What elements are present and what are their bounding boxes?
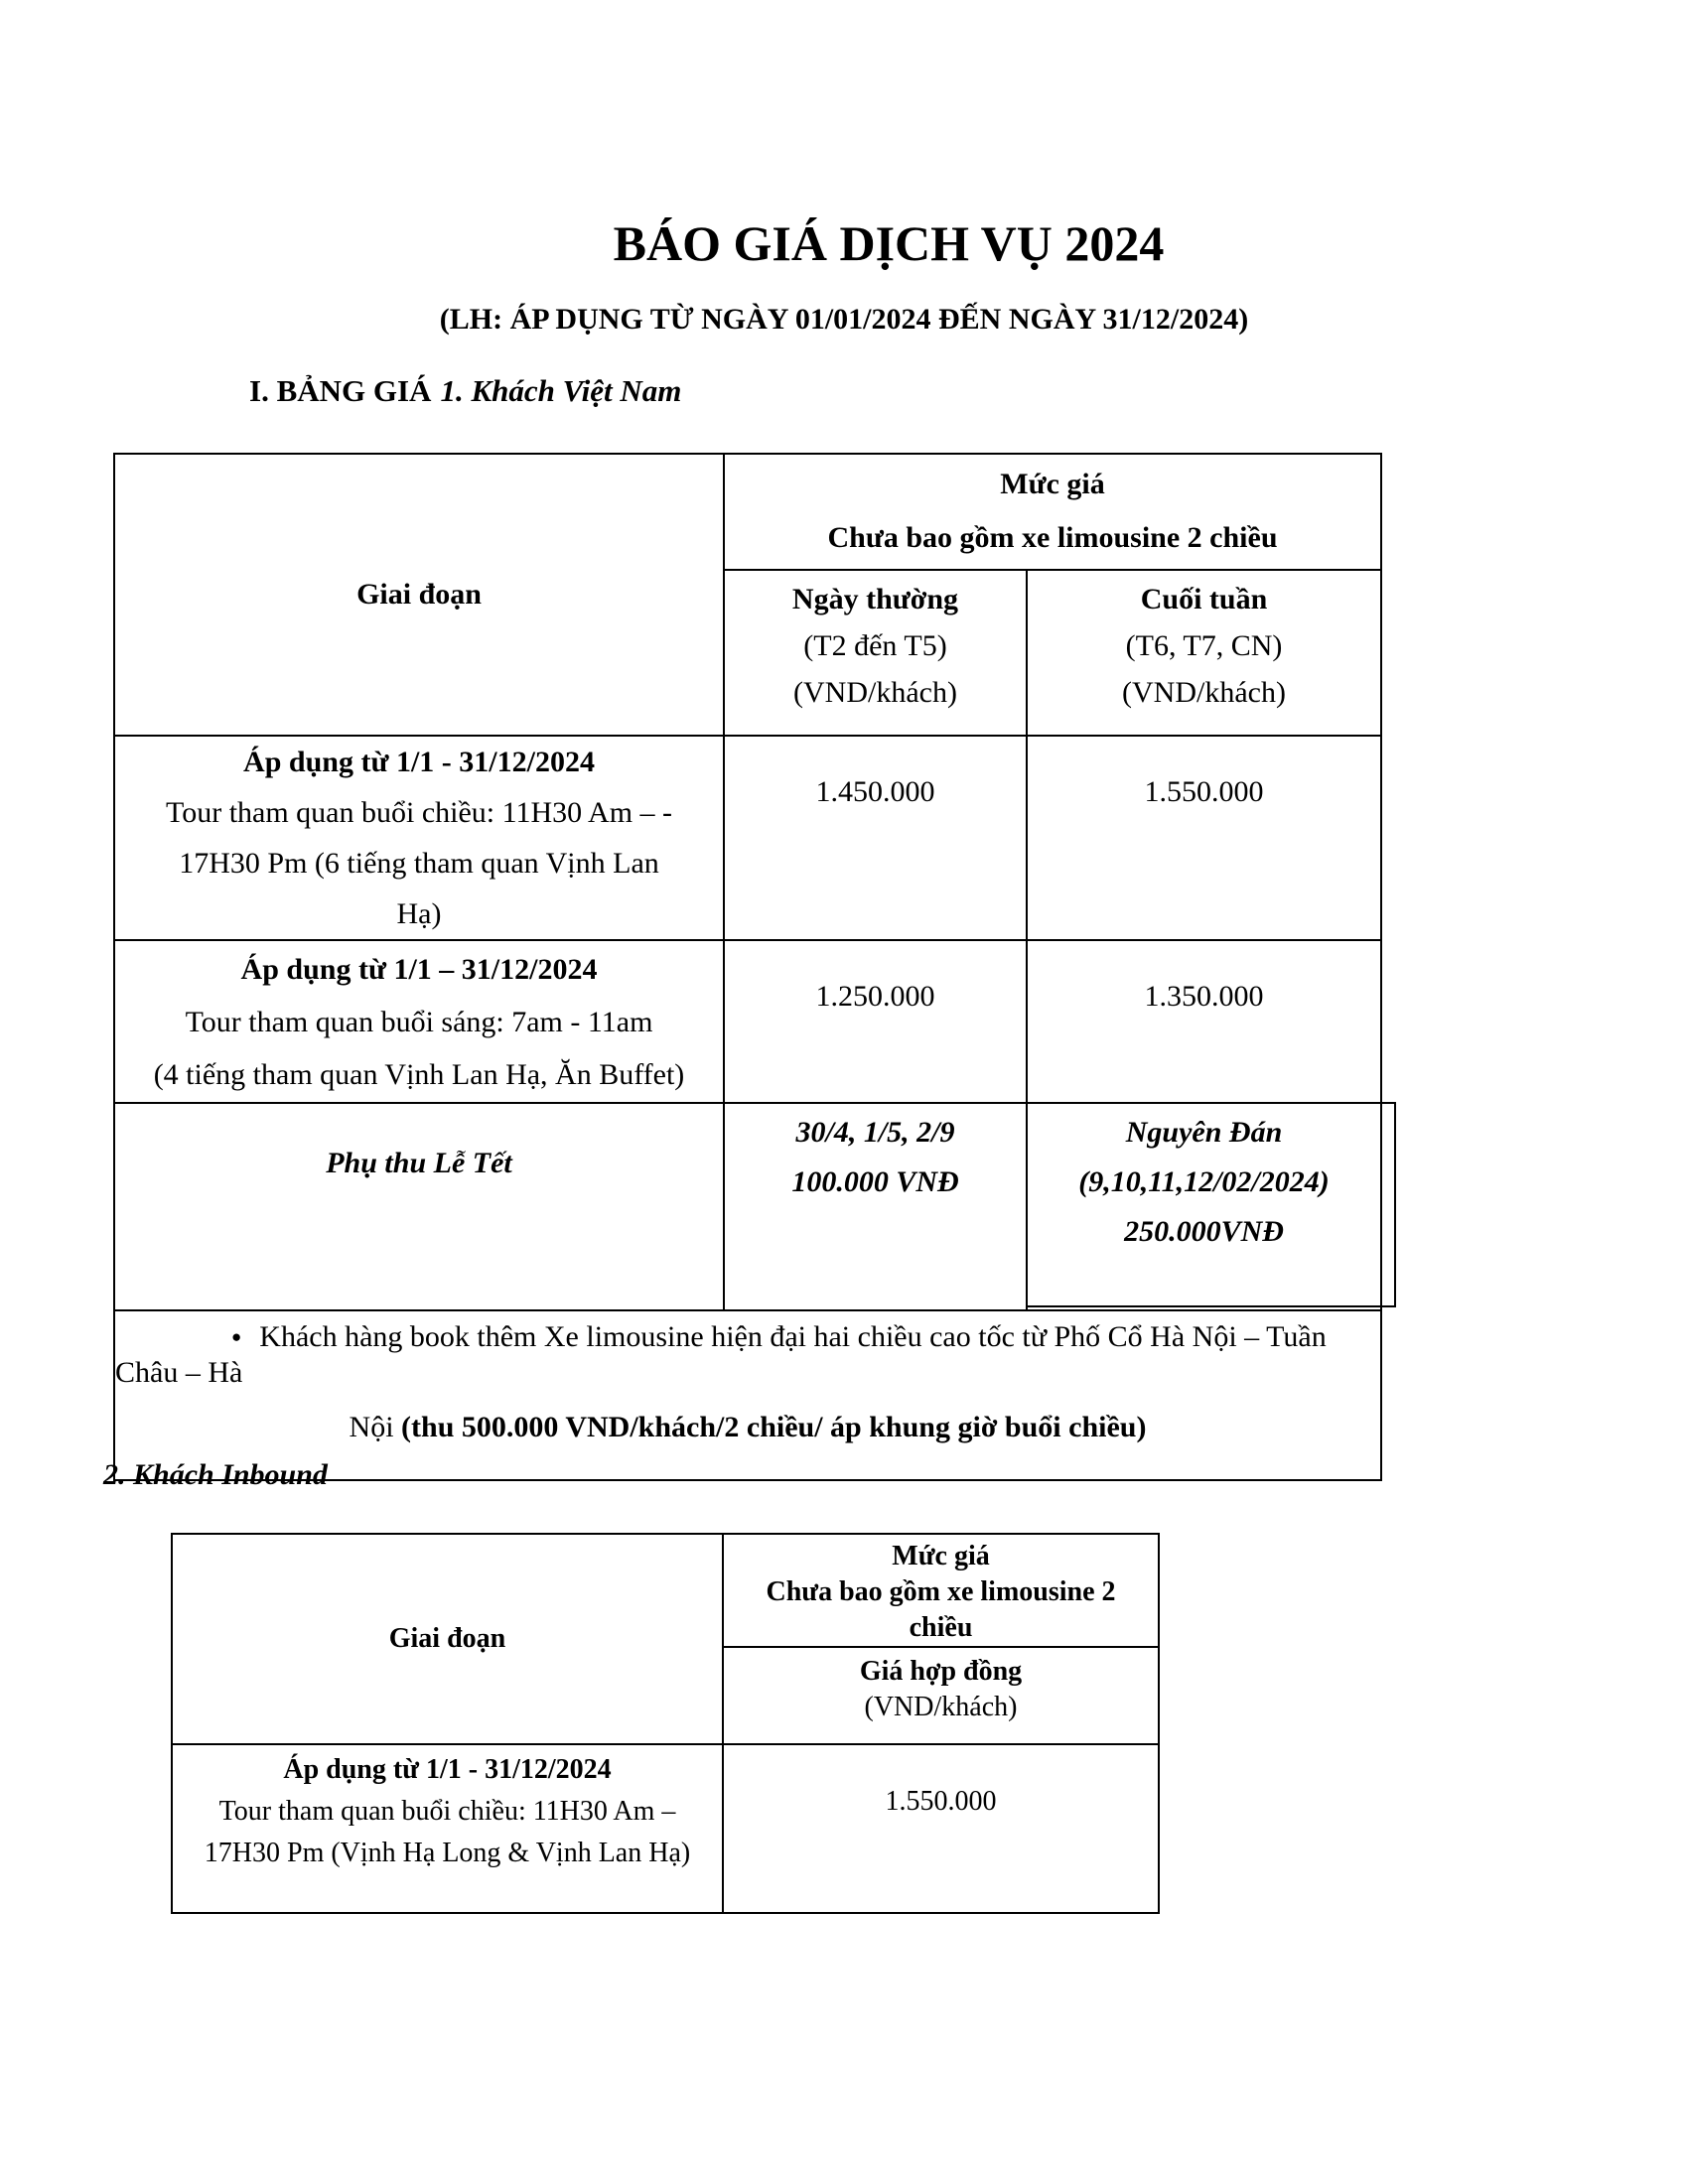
t1-row1-weekend-price: 1.550.000 [1027,736,1381,940]
t2-header-giai-doan [172,1534,723,1744]
muc-gia-note: Chưa bao gồm xe limousine 2 chiều [766,1576,1116,1643]
period-detail: (4 tiếng tham quan Vịnh Lan Hạ, Ăn Buffet) [153,1057,685,1091]
note-line-3 [129,1409,1366,1446]
t1-row2-weekday-price: 1.250.000 [724,940,1027,1103]
period-detail: Tour tham quan buổi chiều: 11H30 Am – [218,1796,676,1827]
section-1-subtitle: 1. Khách Việt Nam [440,373,682,408]
period-detail: Tour tham quan buổi sáng: 7am - 11am [185,1005,653,1038]
bullet-icon: ● [231,1327,242,1346]
period-detail: Tour tham quan buổi chiều: 11H30 Am – - [165,796,673,829]
table-row [172,1744,1159,1913]
t1-header-weekend [1027,570,1381,736]
surcharge-weekday-cell [724,1103,1027,1310]
section-2-heading: 2. Khách Inbound [103,1458,328,1491]
muc-gia-title: Mức giá [892,1541,990,1571]
contract-unit: (VND/khách) [864,1692,1018,1722]
price-table-vietnam [113,453,1382,1481]
weekend-unit: (VND/khách) [1122,676,1286,709]
weekend-days: (T6, T7, CN) [1125,629,1283,662]
price-table-inbound [171,1533,1160,1914]
surcharge-label-cell [114,1103,724,1310]
surcharge-label: Phụ thu Lễ Tết [326,1147,512,1179]
t2-row-period-cell [172,1744,723,1913]
contract-title: Giá hợp đồng [859,1656,1023,1687]
period-title: Áp dụng từ 1/1 – 31/12/2024 [240,952,598,986]
period-title: Áp dụng từ 1/1 - 31/12/2024 [243,746,595,778]
t1-row2-weekend-price: 1.350.000 [1027,940,1381,1103]
surcharge-row [114,1103,1381,1310]
period-title: Áp dụng từ 1/1 - 31/12/2024 [283,1754,612,1785]
note-text-1: Khách hàng book thêm Xe limousine hiện đại hai chiều cao tốc từ Phố Cổ Hà Nội – Tuần [259,1320,1327,1353]
t1-header-muc-gia [724,454,1381,570]
section-1-number: I. BẢNG GIÁ [249,373,432,408]
period-detail: Hạ) [396,897,442,930]
t1-row1-period-cell [114,736,724,940]
t1-header-row-1 [114,454,1381,570]
surcharge-weekday-dates: 30/4, 1/5, 2/9 [795,1116,955,1149]
surcharge-weekend-cell [1027,1103,1381,1310]
weekend-title: Cuối tuần [1140,583,1268,615]
t2-header-muc-gia [723,1534,1159,1647]
giai-doan-label: Giai đoạn [356,578,482,611]
table-row [114,940,1381,1103]
t2-header-row-1 [172,1534,1159,1647]
t1-row2-period-cell [114,940,724,1103]
surcharge-tet-amount: 250.000VNĐ [1124,1215,1284,1248]
t1-header-giai-doan [114,454,724,736]
t1-header-weekday [724,570,1027,736]
period-detail: 17H30 Pm (6 tiếng tham quan Vịnh Lan [179,847,659,880]
table-row [114,736,1381,940]
note-text-3-bold: (thu 500.000 VND/khách/2 chiều/ áp khung giờ buổi chiều) [401,1411,1147,1443]
note-line-2: Châu – Hà [115,1356,243,1389]
note-line-1 [129,1319,1366,1355]
t2-header-contract [723,1647,1159,1744]
surcharge-tet-dates: (9,10,11,12/02/2024) [1078,1165,1330,1198]
note-text-3-regular: Nội [349,1411,402,1443]
section-1-heading [249,369,681,413]
period-detail: 17H30 Pm (Vịnh Hạ Long & Vịnh Lan Hạ) [204,1838,691,1868]
document-subtitle: (LH: ÁP DỤNG TỪ NGÀY 01/01/2024 ĐẾN NGÀY 31/12/2024) [439,303,1249,336]
surcharge-weekday-amount: 100.000 VNĐ [791,1165,959,1198]
t2-row-price: 1.550.000 [723,1744,1159,1913]
t1-row1-weekday-price: 1.450.000 [724,736,1027,940]
surcharge-tet-name: Nguyên Đán [1125,1116,1283,1149]
muc-gia-title: Mức giá [1000,468,1105,500]
weekday-unit: (VND/khách) [793,676,957,709]
document-title: BÁO GIÁ DỊCH VỤ 2024 [613,215,1165,271]
giai-doan-label: Giai đoạn [388,1623,506,1654]
muc-gia-note: Chưa bao gồm xe limousine 2 chiều [827,521,1278,554]
weekday-days: (T2 đến T5) [803,629,947,662]
weekday-title: Ngày thường [791,583,959,615]
